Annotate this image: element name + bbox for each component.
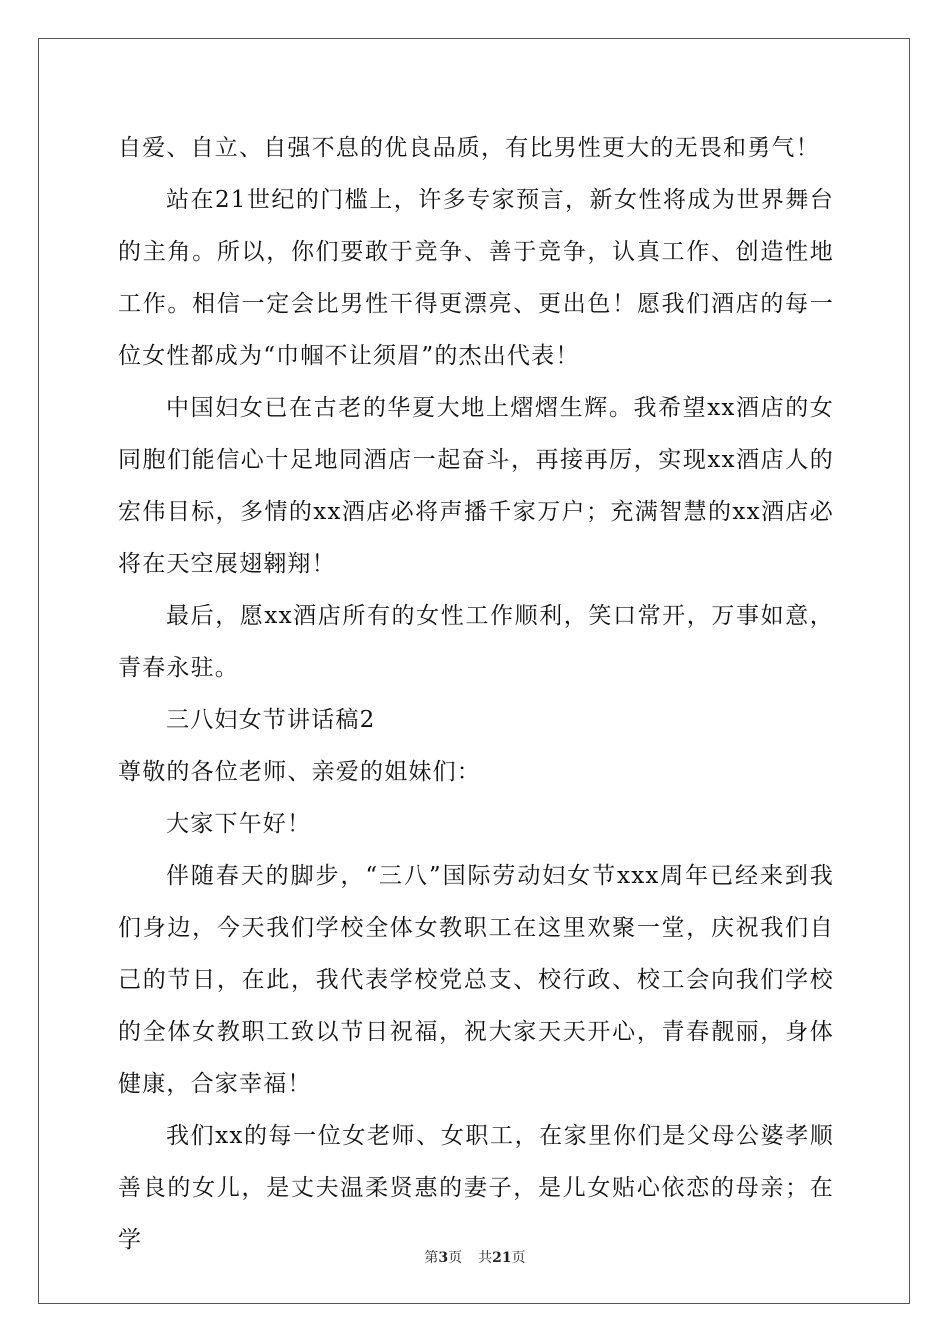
section-heading: 三八妇女节讲话稿2 [166,707,376,733]
total-suffix: 页 [511,1250,526,1266]
total-page-count: 21 [492,1250,512,1266]
total-prefix: 共 [478,1250,493,1266]
document-body [118,122,834,1266]
current-page-number: 3 [438,1250,449,1266]
paragraph-1: 自爱、自立、自强不息的优良品质，有比男性更大的无畏和勇气！ [118,135,820,161]
paragraph-9: 我们xx的每一位女老师、女职工，在家里你们是父母公婆孝顺善良的女儿，是丈夫温柔贤惠的妻子，是儿女贴心依恋的母亲；在学 [118,1123,834,1253]
page-prefix: 第 [424,1250,439,1266]
greeting: 大家下午好！ [166,811,312,837]
page-footer [0,1247,950,1267]
page-suffix: 页 [448,1250,463,1266]
paragraph-3: 中国妇女已在古老的华夏大地上熠熠生辉。我希望xx酒店的女同胞们能信心十足地同酒店一起奋斗，再接再厉，实现xx酒店人的宏伟目标，多情的xx酒店必将声播千家万户；充满智慧的xx酒店必将在天空展翅翱翔！ [118,395,834,577]
salutation: 尊敬的各位老师、亲爱的姐妹们： [118,759,481,785]
paragraph-4: 最后，愿xx酒店所有的女性工作顺利，笑口常开，万事如意，青春永驻。 [118,603,834,681]
paragraph-8: 伴随春天的脚步，“三八”国际劳动妇女节xxx周年已经来到我们身边，今天我们学校全体女教职工在这里欢聚一堂，庆祝我们自己的节日，在此，我代表学校党总支、校行政、校工会向我们学校的全体女教职工致以节日祝福，祝大家天天开心，青春靓丽，身体健康，合家幸福！ [118,863,834,1097]
paragraph-2: 站在21世纪的门槛上，许多专家预言，新女性将成为世界舞台的主角。所以，你们要敢于竞争、善于竞争，认真工作、创造性地工作。相信一定会比男性干得更漂亮、更出色！愿我们酒店的每一位女性都成为“巾帼不让须眉”的杰出代表！ [118,187,834,369]
